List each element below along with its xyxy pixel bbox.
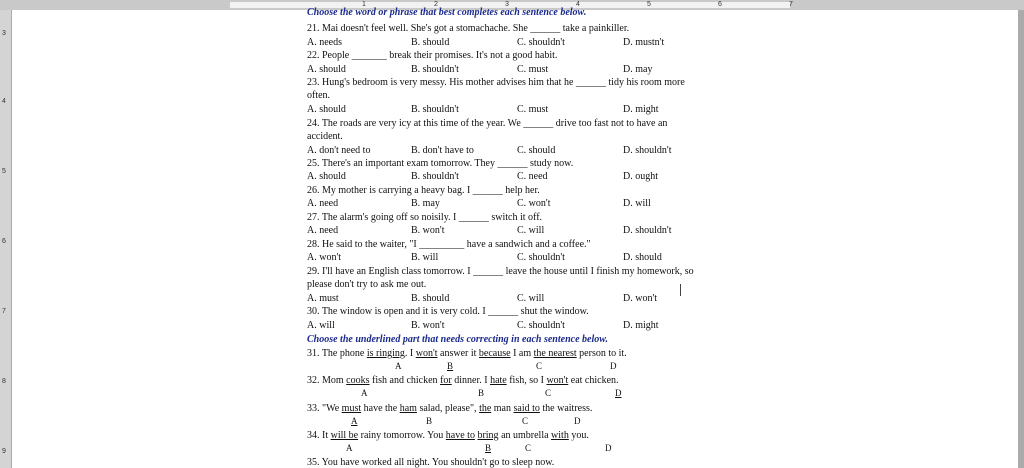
question-29-cont: please don't try to ask me out.: [307, 279, 427, 290]
option-c: C. will: [517, 293, 545, 304]
text-cursor-icon: [680, 284, 681, 296]
option-a: A. needs: [307, 37, 342, 48]
option-a: A. will: [307, 320, 335, 331]
option-c: C. need: [517, 171, 548, 182]
option-b: B. won't: [411, 225, 445, 236]
option-d: D. will: [623, 198, 651, 209]
option-c: C. must: [517, 104, 549, 115]
ruler-number: 4: [576, 1, 580, 8]
question-24: 24. The roads are very icy at this time of the year. We ______ drive too fast not to have an: [307, 118, 668, 129]
option-c: C. shouldn't: [517, 320, 565, 331]
option-a: A. need: [307, 198, 339, 209]
question-27: 27. The alarm's going off so noisily. I ______ switch it off.: [307, 212, 543, 223]
ruler-number: 7: [2, 308, 6, 315]
option-d: D. ought: [623, 171, 658, 182]
option-d: D. won't: [623, 293, 658, 304]
question-23-cont: often.: [307, 90, 331, 101]
question-24-cont: accident.: [307, 131, 343, 142]
option-c: C. should: [517, 145, 556, 156]
option-b: B. should: [411, 37, 450, 48]
question-31: 31. The phone is ringing. I won't answer it because I am the nearest person to it.: [307, 348, 627, 359]
ruler-number: 6: [2, 238, 6, 245]
option-c: C. will: [517, 225, 545, 236]
ruler-number: 1: [362, 1, 366, 8]
label-a: A: [351, 416, 358, 426]
option-c: C. must: [517, 64, 549, 75]
option-b: B. shouldn't: [411, 171, 459, 182]
option-b: B. should: [411, 293, 450, 304]
section-heading-2: Choose the underlined part that needs correcting in each sentence below.: [307, 334, 609, 345]
question-35: 35. You have worked all night. You shouldn't go to sleep now.: [307, 457, 555, 468]
ruler-number: 3: [505, 1, 509, 8]
option-a: A. should: [307, 171, 346, 182]
ruler-number: 5: [647, 1, 651, 8]
label-b: B: [426, 416, 433, 426]
ruler-number: 8: [2, 378, 6, 385]
option-b: B. will: [411, 252, 439, 263]
question-26: 26. My mother is carrying a heavy bag. I ______ help her.: [307, 185, 540, 196]
option-a: A. don't need to: [307, 145, 371, 156]
ruler-number: 2: [434, 1, 438, 8]
option-b: B. shouldn't: [411, 104, 459, 115]
section-heading-1: Choose the word or phrase that best completes each sentence below.: [307, 7, 587, 18]
question-29: 29. I'll have an English class tomorrow. I ______ leave the house until I finish my homework, so: [307, 266, 694, 277]
option-c: C. shouldn't: [517, 37, 565, 48]
option-a: A. need: [307, 225, 339, 236]
question-32: 32. Mom cooks fish and chicken for dinner. I hate fish, so I won't eat chicken.: [307, 375, 619, 386]
label-b: B: [485, 443, 492, 453]
label-c: C: [522, 416, 529, 426]
option-d: D. might: [623, 320, 659, 331]
question-22: 22. People _______ break their promises. It's not a good habit.: [307, 50, 558, 61]
option-d: D. may: [623, 64, 653, 75]
question-23: 23. Hung's bedroom is very messy. His mother advises him that he ______ tidy his room more: [307, 77, 685, 88]
question-30: 30. The window is open and it is very cold. I ______ shut the window.: [307, 306, 589, 317]
option-a: A. must: [307, 293, 339, 304]
label-a: A: [346, 443, 353, 453]
option-d: D. mustn't: [623, 37, 665, 48]
option-d: D. might: [623, 104, 659, 115]
ruler-number: 6: [718, 1, 722, 8]
question-34: 34. It will be rainy tomorrow. You have to bring an umbrella with you.: [307, 430, 589, 441]
label-c: C: [525, 443, 532, 453]
question-33: 33. "We must have the ham salad, please", the man said to the waitress.: [307, 403, 593, 414]
ruler-number: 9: [2, 448, 6, 455]
option-b: B. don't have to: [411, 145, 474, 156]
option-b: B. may: [411, 198, 440, 209]
ruler-number: 3: [2, 30, 6, 37]
option-c: C. shouldn't: [517, 252, 565, 263]
label-b: B: [447, 361, 454, 371]
label-c: C: [536, 361, 543, 371]
option-d: D. shouldn't: [623, 225, 672, 236]
option-a: A. should: [307, 104, 346, 115]
vertical-ruler[interactable]: [0, 10, 11, 468]
label-a: A: [361, 388, 368, 398]
label-c: C: [545, 388, 552, 398]
label-d: D: [574, 416, 581, 426]
option-d: D. should: [623, 252, 662, 263]
ruler-number: 7: [789, 1, 793, 8]
question-28: 28. He said to the waiter, "I _________ have a sandwich and a coffee.": [307, 239, 591, 250]
label-a: A: [395, 361, 402, 371]
ruler-number: 5: [2, 168, 6, 175]
label-d: D: [610, 361, 617, 371]
label-b: B: [478, 388, 485, 398]
option-d: D. shouldn't: [623, 145, 672, 156]
option-c: C. won't: [517, 198, 551, 209]
option-b: B. won't: [411, 320, 445, 331]
question-21: 21. Mai doesn't feel well. She's got a stomachache. She ______ take a painkiller.: [307, 23, 630, 34]
question-25: 25. There's an important exam tomorrow. They ______ study now.: [307, 158, 574, 169]
ruler-number: 4: [2, 98, 6, 105]
label-d: D: [615, 388, 622, 398]
option-a: A. won't: [307, 252, 342, 263]
option-a: A. should: [307, 64, 346, 75]
document-page[interactable]: [12, 7, 1018, 468]
option-b: B. shouldn't: [411, 64, 459, 75]
label-d: D: [605, 443, 612, 453]
